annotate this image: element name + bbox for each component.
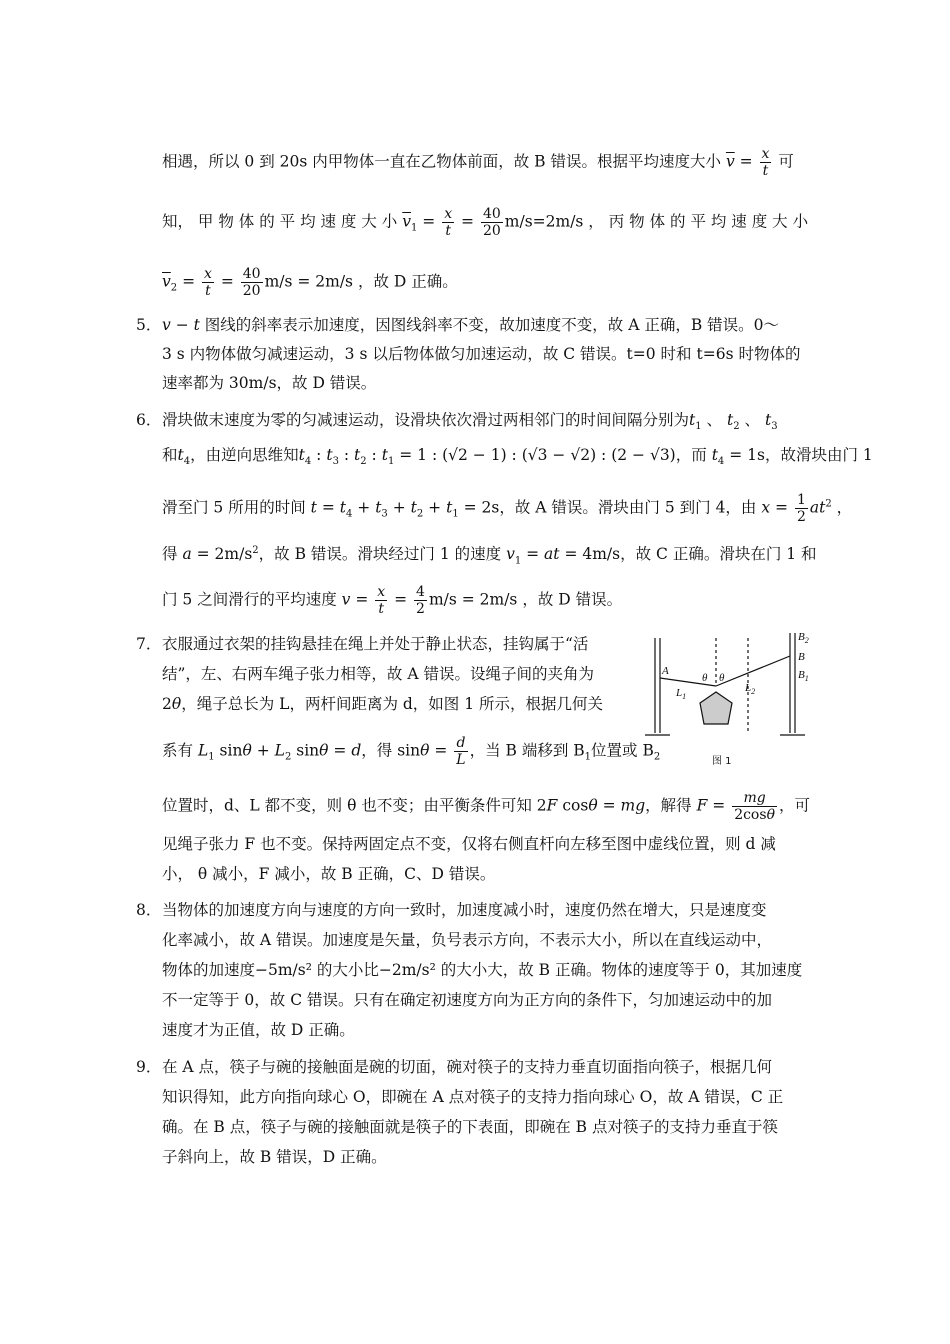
- q9-line-2: 知识得知，此方向指向球心 O，即碗在 A 点对筷子的支持力指向球心 O，故 A 错误，C 正: [162, 1088, 784, 1106]
- label-b2: $B_2$: [798, 631, 809, 645]
- intro-line-1: 相遇，所以 0 到 20s 内甲物体一直在乙物体前面，故 B 错误。根据平均速度大小 $\overline{v}$ = $\frac{x}{t}$ 可: [162, 146, 794, 179]
- q7-number: 7．: [136, 635, 162, 653]
- label-b: B: [798, 651, 805, 663]
- intro-line-2: 知， 甲 物 体 的 平 均 速 度 大 小 $\overline{v}_1$ = $\frac{x}{t}$ = $\frac{40}{20}$ m/s=2m/s ， 丙 物 体 的 平 均 速 度 大 小: [162, 206, 809, 239]
- q9-line-1: 在 A 点，筷子与碗的接触面是碗的切面，碗对筷子的支持力垂直切面指向筷子，根据几何: [162, 1058, 773, 1076]
- q8-number: 8．: [136, 901, 162, 919]
- q6-line-5: 门 5 之间滑行的平均速度 v = $\frac{x}{t}$ = $\frac{4}{2}$ m/s = 2m/s ，故 D 错误。: [162, 584, 623, 617]
- q8-line-1: 当物体的加速度方向与速度的方向一致时，加速度减小时，速度仍然在增大，只是速度变: [162, 901, 767, 919]
- q7-line-3: 2θ，绳子总长为 L，两杆间距离为 d，如图 1 所示，根据几何关: [162, 695, 604, 713]
- q5-number: 5．: [136, 316, 162, 334]
- q6-line-2: 和$t_4$，由逆向思维知$t_4$ : $t_3$ : $t_2$ : $t_1 = 1$ : (√2 − 1) : (√3 − √2) : (2 − √3)，而 $t_4 = 1s$，故滑块由门 1: [162, 446, 873, 468]
- label-a: A: [662, 665, 669, 677]
- q5-line-2: 3 s 内物体做匀减速运动，3 s 以后物体做匀加速运动，故 C 错误。t=0 时和 t=6s 时物体的: [162, 345, 801, 363]
- intro-line-3: $\overline{v}_2$ = $\frac{x}{t}$ = $\frac{40}{20}$ m/s = 2m/s ，故 D 正确。: [162, 266, 458, 299]
- q8-line-4: 不一定等于 0，故 C 错误。只有在确定初速度方向为正方向的条件下，匀加速运动中的加: [162, 991, 773, 1009]
- figure-caption: 图 1: [712, 756, 732, 767]
- q7-line-2: 结”，左、右两车绳子张力相等，故 A 错误。设绳子间的夹角为: [162, 665, 594, 683]
- label-b1: $B_1$: [798, 669, 809, 683]
- q9-number: 9．: [136, 1058, 162, 1076]
- label-l2: $L_2$: [745, 682, 756, 696]
- q5-line-3: 速率都为 30m/s，故 D 错误。: [162, 374, 377, 392]
- q7-line-1: 衣服通过衣架的挂钩悬挂在绳上并处于静止状态，挂钩属于“活: [162, 635, 589, 653]
- figure-1-clothesline-diagram: [640, 628, 820, 778]
- label-l1: $L_1$: [676, 687, 687, 701]
- q8-line-3: 物体的加速度−5m/s² 的大小比−2m/s² 的大小大，故 B 正确。物体的速度等于 0，其加速度: [162, 961, 803, 979]
- q5-line-1: v − t 图线的斜率表示加速度，因图线斜率不变，故加速度不变，故 A 正确，B 错误。0～: [162, 316, 780, 334]
- q6-line-3: 滑至门 5 所用的时间 $t = t_4 + t_3 + t_2 + t_1 = 2s$，故 A 错误。滑块由门 5 到门 4，由 x = $\frac{1}{2}$ $at^2$ ，: [162, 492, 853, 525]
- q9-line-4: 子斜向上，故 B 错误，D 正确。: [162, 1148, 387, 1166]
- q6-line-4: 得 $a = 2m/s^2$，故 B 错误。滑块经过门 1 的速度 $v_1$ = at = 4m/s，故 C 正确。滑块在门 1 和: [162, 545, 817, 567]
- q9-line-3: 确。在 B 点，筷子与碗的接触面就是筷子的下表面，即碗在 B 点对筷子的支持力垂直于筷: [162, 1118, 778, 1136]
- q8-line-2: 化率减小，故 A 错误。加速度是矢量，负号表示方向，不表示大小，所以在直线运动中，: [162, 931, 773, 949]
- q7-line-7: 小， θ 减小，F 减小，故 B 正确，C、D 错误。: [162, 865, 496, 883]
- q6-line-1: 滑块做末速度为零的匀减速运动，设滑块依次滑过两相邻门的时间间隔分别为$t_1$ 、 $t_2$ 、 $t_3$: [162, 411, 778, 433]
- q6-number: 6．: [136, 411, 162, 429]
- label-theta-left: θ: [702, 672, 708, 684]
- q7-line-6: 见绳子张力 F 也不变。保持两固定点不变，仅将右侧直杆向左移至图中虚线位置，则 d 减: [162, 835, 776, 853]
- label-theta-right: θ: [719, 672, 725, 684]
- q8-line-5: 速度才为正值，故 D 正确。: [162, 1021, 355, 1039]
- q7-line-5: 位置时，d、L 都不变，则 θ 也不变；由平衡条件可知 2F cosθ = mg，解得 F = $\frac{mg}{2\cos\theta}$ ，可: [162, 790, 811, 823]
- q7-line-4: 系有 $L_1$ $\sin\theta + L_2$ sinθ = d，得 sinθ = $\frac{d}{L}$ ，当 B 端移到 $B_1$位置或 $B_2$: [162, 735, 661, 768]
